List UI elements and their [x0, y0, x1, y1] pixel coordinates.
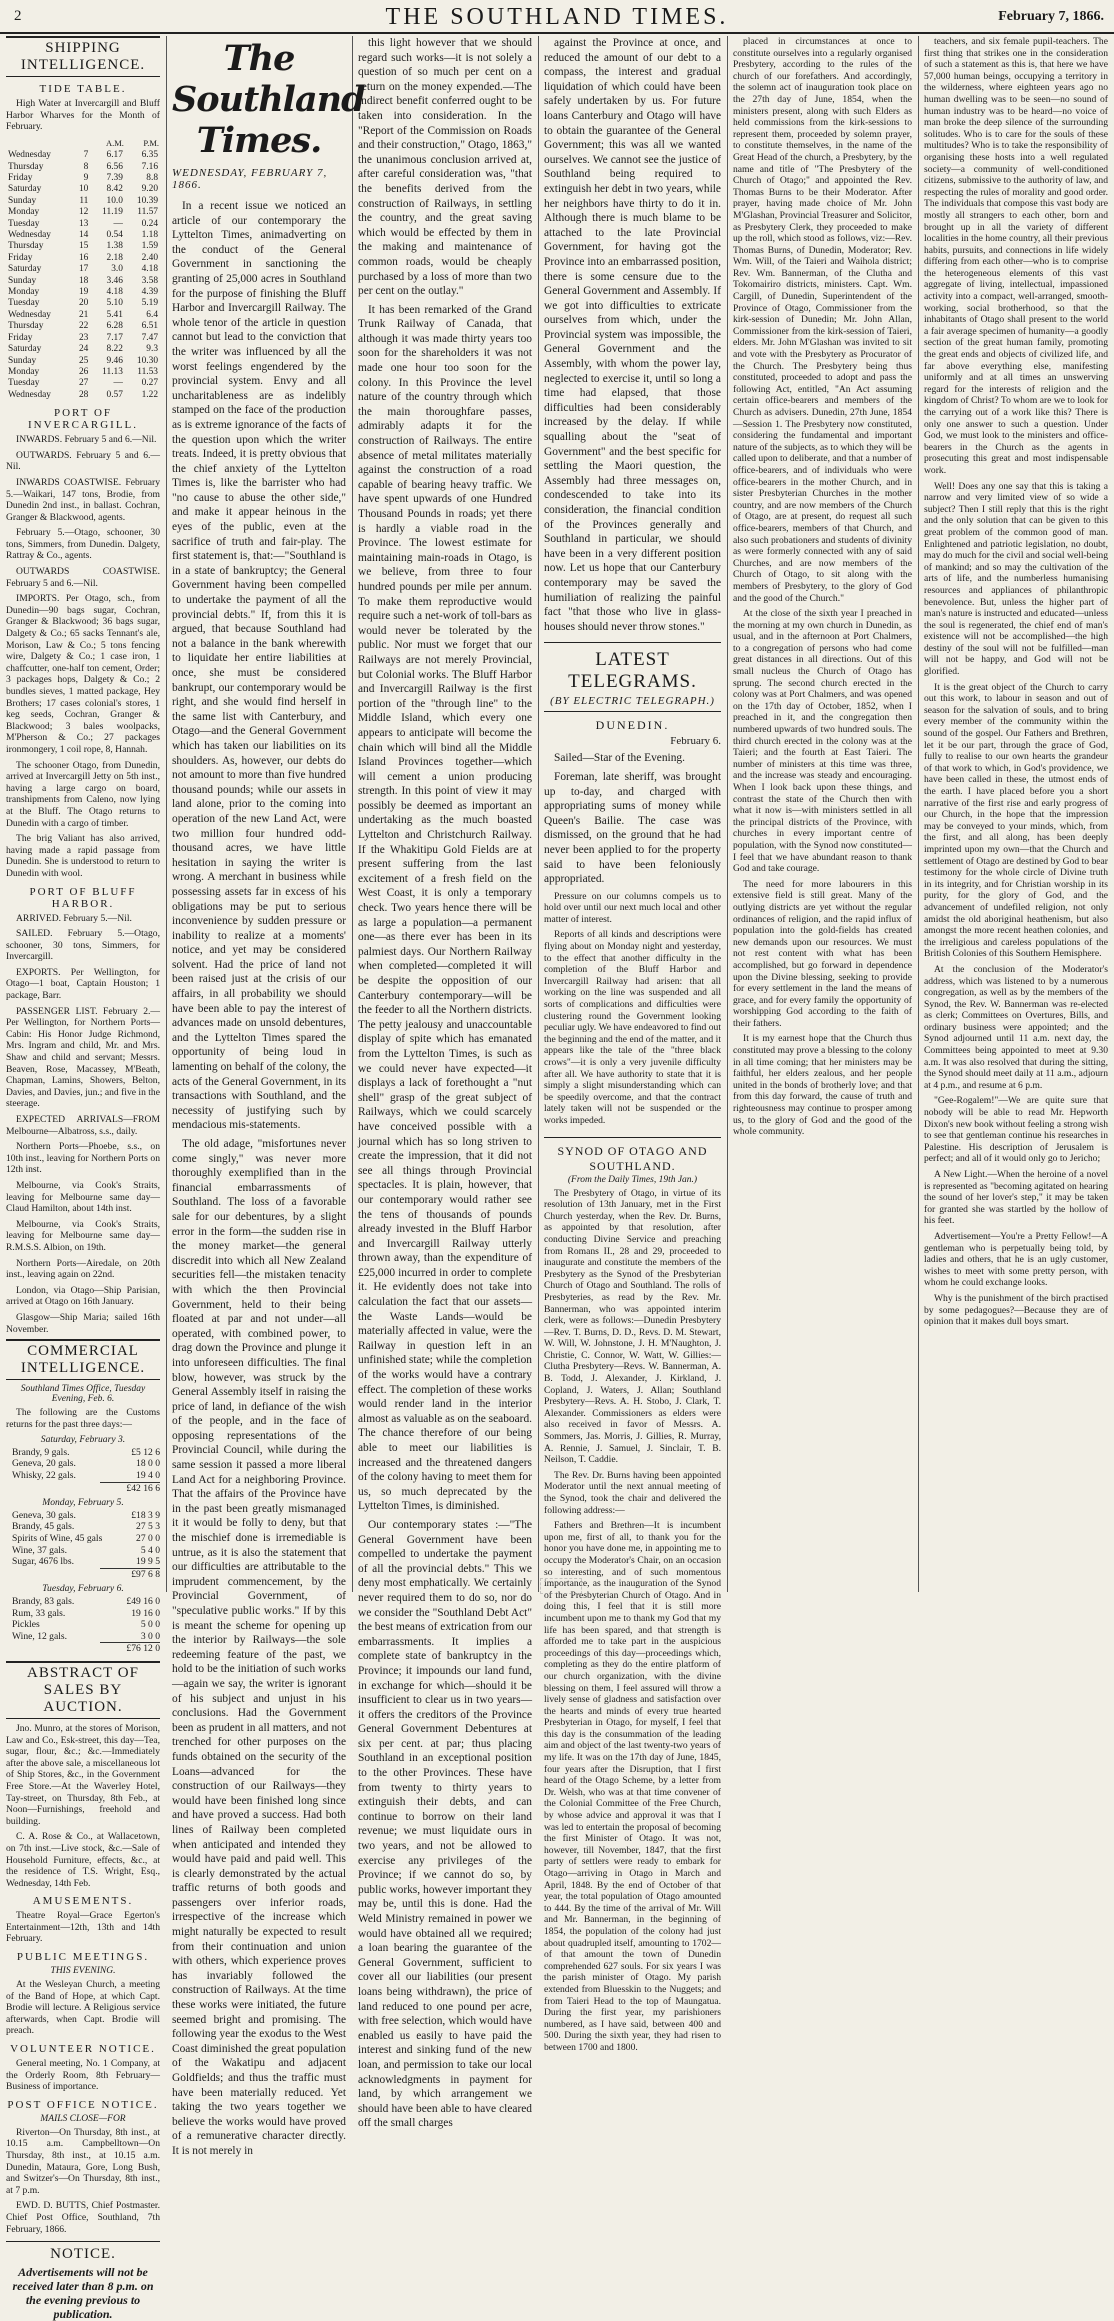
tide-cell: 10.30 [136, 355, 158, 366]
port-paragraph: SAILED. February 5.—Otago, schooner, 30 tons, Simmers, for Invercargill. [6, 928, 160, 963]
tide-cell: 11.13 [102, 366, 123, 377]
post-office-title: POST OFFICE NOTICE. [7, 2098, 159, 2111]
page-number: 2 [14, 8, 22, 24]
customs-amount: 5 4 0 [140, 1544, 160, 1556]
column-rule [538, 36, 539, 1592]
customs-row [6, 1447, 160, 1459]
column-rule [727, 36, 728, 1592]
customs-item: Brandy, 9 gals. [12, 1446, 70, 1458]
port-paragraph: IMPORTS. Per Otago, sch., from Dunedin—90 bags sugar, Cochran, Granger & Blackwood; 36 bags sugar, Dalgety & Co.; 65 sacks Tennant's ale, Morison, Law & Co.; 5 tons fencing wire, Dalgety & Co.; 1 case iron, 1 chaffcutter, one-half ton cement, Order; 3 packages hops, Dalgety & Co.; 2 bundles sieves, 1 matted package, Hey Brothers; 17 cases colonial's stores, 1 keg seeds, Cochran, Granger & Blackwood; 3 bales woolpacks, M'Pherson & Co.; 27 packages ironmongery, 1 coil rope, 8, Hannah. [6, 593, 160, 755]
tide-cell: 10.0 [106, 195, 123, 206]
tide-cell: Saturday [8, 264, 42, 275]
post-office-sub: MAILS CLOSE—FOR [40, 2113, 126, 2124]
editorial-paragraph: It has been remarked of the Grand Trunk Railway of Canada, that although it was made thirty years too soon for the shareholders it was not made one hour too soon for the colony. In this Province the level nature of the country through which the main thoroughfare passes, admirably adapts it for the construction of Railways. The entire absence of metal militates materially against the construction of a road capable of bearing heavy traffic. We have spent upwards of one Hundred Thousand Pounds in roads; yet there is hardly a viable road in the Province. The lowest estimate for maintaining main-roads in Otago, is we believe, from three to four hundred pounds per mile per annum. To make them reproductive would require such a net-work of toll-bars as would never be tolerated by the public. Nor must we forget that our Railways are not merely Provincial, but Colonial works. The Bluff Harbor and Invercargill Railway is the first portion of the "through line" to the Middle Island, which every one appears to anticipate will become the chain which will bind all the Middle Island Provinces together—which will cement a union producing strength. In this point of view it may possibly be deemed as important an undertaking as the much boasted Lyttelton and Christchurch Railway. If the Whakitipu Gold Fields are at present suffering from the last excitement of a fresh field on the West Coast, it is only a temporary check. Two years hence there will be as large a population—a permanent one—as there ever has been in its palmiest days. Our Northern Railway when completed—completed it will be despite the opposition of our Canterbury contemporary—will be the feeder to all the Northern districts. The petty jealousy and unaccountable display of spite which has emanated from the Lyttelton Times, is such as we could never have expected—it displays a lack of forethought a "nut shell" grasp of the great subject of Railways, which we could scarcely have conceived possible with a journal which has so long striven to create the impression, that it did not see all things through Provincial spectacles. It is plain, however, that our contemporary would rather see the tens of thousands of pounds already invested in the Bluff Harbor and Invercargill Railway utterly thrown away, than the expenditure of £25,000 incurred in order to complete it. He evidently does not take into calculation the fact that our assets—the Waste Lands—would be materially affected in value, were the Railway in question left in an unfinished state; while the completion of the works would have a contrary effect. The completion of these works would render land in the interior almost as valuable as on the seaboard. The chance therefore of our being able to meet our liabilities is increased and the threatened dangers of the colony having to meet them for us, so much deprecated by the Lyttelton Times, is diminished. [358, 303, 532, 1513]
customs-row [6, 1556, 160, 1568]
tide-cell: 28 [78, 389, 89, 400]
port-invercargill-title: PORT OF INVERCARGILL. [27, 407, 139, 432]
synod-paragraph: The Rev. Dr. Burns having been appointed Moderator until the next annual meeting of the Synod, took the chair and delivered the following address:— [544, 1469, 721, 1516]
volunteer-title: VOLUNTEER NOTICE. [10, 2043, 156, 2056]
customs-item: Wine, 12 gals. [12, 1630, 68, 1642]
customs-amount: £49 16 0 [126, 1596, 160, 1607]
column-2 [172, 36, 365, 2157]
synod-source: (From the Daily Times, 19th Jan.) [567, 1174, 698, 1185]
meetings-title: PUBLIC MEETINGS. [16, 1951, 150, 1964]
port-invercargill-body [6, 434, 160, 879]
port-paragraph: Northern Ports—Phoebe, s.s., on 10th inst., leaving for Northern Ports on 12th inst. [6, 1141, 160, 1176]
tide-cell: Tuesday [8, 378, 40, 389]
tide-cell: 23 [78, 332, 89, 343]
tide-table [6, 137, 160, 401]
tide-cell: Friday [8, 332, 33, 343]
tide-cell: 12 [78, 207, 89, 218]
customs-item: Spirits of Wine, 45 gals [12, 1533, 103, 1545]
port-bluff-body [6, 913, 160, 1336]
customs-row [6, 1470, 160, 1482]
synod-paragraph: At the close of the sixth year I preached in the morning at my own church in Dunedin, as usual, and in the afternoon at Port Chalmers, to a congregation of persons who had come great distances in all directions. Out of this small nucleus the Church of Otago has sprung. The second church erected in the colony was at Port Chalmers, and was opened on the 17th day of October, 1852, when I preached in it, and the congregation then numbered upwards of two hundred souls. The third church erected in the colony was at the Taieri; and the fourth at East Taieri. The number of ministers at this time was three, and the increase was steady and encouraging. When I look back upon these things, and contrast the state of the Church then with what it now is—with ministers settled in all the principal districts of the Province, with churches in every important centre of population, with the Synod now constituted—I feel that we have abundant reason to thank God and take courage. [733, 608, 912, 875]
tide-row [6, 196, 160, 207]
synod-paragraph: Well! Does any one say that this is taking a narrow and very limited view of so wide a subject? Then I still reply that this is the right and the only solution that can be given to this great problem of the common good of man. Enlightened and patriotic legislation, no doubt, may do much for the civil and social well-being of mankind; and so may the cultivation of the arts of life, and the numberless humanising resources and appliances of philanthropic benevolence. But, unless the higher part of man's nature is instructed and educated—unless the soul is regenerated, the chief end of man's existence will not be accomplished—the high destiny of the soul will not be fulfilled—man will not be happy, and God will not be glorified. [924, 480, 1108, 678]
column-rule [166, 36, 167, 1592]
tide-cell: Sunday [8, 195, 37, 206]
port-paragraph: EXPECTED ARRIVALS—FROM Melbourne—Albatross, s.s., daily. [6, 1114, 160, 1137]
tide-cell: 6.28 [106, 321, 123, 332]
column-6 [924, 36, 1108, 1592]
port-paragraph: INWARDS. February 5 and 6.—Nil. [16, 434, 157, 446]
miscellany-item: A New Light.—When the heroine of a novel is represented as "becoming agitated on hearing the sound of her lover's step," it may be taken for granted she was startled by the hollow of his feet. [924, 1169, 1108, 1227]
nameplate: The Southland Times. [172, 38, 365, 161]
customs-item: Wine, 37 gals. [12, 1544, 68, 1556]
tide-cell: 1.22 [141, 389, 158, 400]
tide-cell: 5.19 [141, 298, 158, 309]
tide-row [6, 333, 160, 344]
tide-cell: 22 [78, 321, 89, 332]
post-office-signature: EWD. D. BUTTS, Chief Postmaster. Chief Post Office, Southland, 7th February, 1866. [6, 2200, 160, 2235]
masthead [0, 0, 1114, 34]
customs-amount: 27 0 0 [136, 1533, 160, 1545]
customs-day: Saturday, February 3. [40, 1434, 126, 1446]
miscellany-item: "Gee-Rogalem!"—We are quite sure that nobody will be able to read Mr. Hepworth Dixon's new book without feeling a strong wish to see that gentleman continue his researches in Palestine. His description of Jerusalem is perfect; and all of it would only go to Jericho; [924, 1095, 1108, 1165]
tide-cell: 11 [79, 195, 89, 206]
editorial-paragraph: against the Province at once, and reduced the amount of our debt to a compass, the interest and gradual liquidation of which could have been safely undertaken by us. For future loans Canterbury and Otago will have to obtain the guarantee of the General Government; this was all we wanted ourselves. We cannot see the justice of Southland being required to extinguish her debt in two years, while her neighbors have thirty to do it in. Although there is much blame to be attached to the late Provincial Government, for having got the Province into an embarrassed position, there is some censure due to the General Government and Assembly. If we got into difficulties to extricate ourselves from which, under the Provincial system was impossible, the General Government and the Assembly, with whom the power lay, neglected to exercise it, until so long a time had elapsed, that those difficulties had been considerably increased by the delay. If while squalling about the "seat of Government" and the best specific for settling the Maori question, the Assembly had three messages on, condescended to take into its consideration, the financial condition of the Provinces generally and Southland in particular, we should have been in a very different position now. Let us hope that our Canterbury contemporary may be saved the humiliation of realizing the painful fact "that those who live in glass-houses should never throw stones." [544, 37, 721, 633]
local-note: Pressure on our columns compels us to hold over until our next much local and other matter of interest. [544, 890, 721, 925]
tide-cell: Friday [8, 173, 33, 183]
synod-paragraph: Fathers and Brethren—It is incumbent upon me, first of all, to thank you for the honor you have done me, in appointing me to occupy the Moderator's Chair, on an occasion so interesting, and of such momentous importance, as the inauguration of the Synod of the Presbyterian Church of Otago. And in doing this, I feel that it is still more incumbent upon me to thank my God that my life has been spared, and that strength is afforded me to take part in the auspicious proceedings of this day—proceedings which, completing as they do the entire platform of our church organization, with the divine blessing on them, I feel assured will throw a lively sense of gladness and satisfaction over the hearts and minds of every true hearted Presbyterian in Otago, for myself, I feel that this day is the consummation of the leading aim and object of the last twenty-two years of my life. It was on the 17th day of June, 1845, four years after the Disruption, that I first heard of the Otago Scheme, by a letter from Dr. Welsh, who was at that time convener of the Colonial Committee of the Free Church, by whose advice and approval it was that I was led to entertain the proposal of becoming the first Minister of Otago. It was not, however, till November, 1847, that the first party of settlers were ready to embark for Otago—arriving in Otago in March and April, 1848. By the end of October of that year, the total population of Otago amounted to 444. By the time of the arrival of Mr. Will and Mr. Bannerman, in the beginning of 1854, the population of the colony had just about quadrupled itself, amounting to 1702—of that amount the town of Dunedin comprehended 627 souls. For six years I was the parish minister of Otago. My parish extended from Bluesskin to the Nuggets; and from Taieri Head to the top of Maungatua. During the first year, my parishioners numbered, as I have said, between 400 and 500. During the sixth year, they had risen to between 1700 and 1800. [544, 1520, 721, 2053]
tide-row [6, 219, 160, 230]
tide-row [6, 310, 160, 321]
customs-total: £76 12 0 [100, 1642, 160, 1655]
tide-cell: 4.18 [106, 287, 123, 298]
issue-date: February 7, 1866. [998, 9, 1104, 24]
tide-cell: — [113, 378, 123, 389]
tide-row [6, 241, 160, 252]
customs-row [6, 1596, 160, 1608]
customs-returns [6, 1434, 160, 1655]
tide-cell: 11.53 [137, 366, 158, 377]
customs-day: Tuesday, February 6. [42, 1583, 124, 1595]
tide-cell: 8.8 [146, 173, 158, 183]
tide-cell: 9 [83, 173, 89, 183]
tide-cell: 11.57 [137, 207, 158, 218]
tide-cell: 8 [83, 161, 89, 172]
tide-cell: 10 [78, 184, 89, 195]
tide-cell: 5.10 [106, 298, 123, 309]
port-paragraph: OUTWARDS. February 5 and 6.—Nil. [6, 449, 160, 473]
local-note: Reports of all kinds and descriptions were flying about on Monday night and yesterday, to the effect that another difficulty in the completion of the Bluff Harbor and Invercargill Railway had arisen: that all working on the line was suspended and all sorts of complications and difficulties were clustering round the Government looking peculiar ugly. We have endeavored to find out the beginning and the end of the matter, and it appears like the tale of the "three black crows"—it is only a very juvenile difficulty after all. We have authority to state that it is simply a slight misunderstanding which can be speedily overcome, and that the contract lately taken will not be suspended or the works impeded. [544, 929, 721, 1126]
tide-cell: Saturday [8, 184, 42, 195]
editorial-dateline: WEDNESDAY, FEBRUARY 7, 1866. [172, 167, 328, 191]
tide-cell: — [113, 218, 123, 229]
tide-cell: 1.18 [141, 230, 158, 241]
tide-cell: 7 [83, 150, 89, 161]
tide-row [6, 390, 160, 401]
port-paragraph: Melbourne, via Cook's Straits, leaving for Melbourne same day—Claud Hamilton, about 14th inst. [6, 1179, 160, 1215]
amusements-title: AMUSEMENTS. [32, 1895, 134, 1908]
customs-row [6, 1545, 160, 1557]
tide-cell: 6.17 [106, 150, 123, 161]
customs-row [6, 1458, 160, 1470]
tide-cell: 11.19 [102, 207, 123, 218]
tide-row [6, 162, 160, 173]
customs-total: £97 6 8 [100, 1568, 160, 1581]
volunteer-text: General meeting, No. 1 Company, at the Orderly Room, 8th February—Business of importance. [6, 2058, 160, 2093]
tide-cell: 0.27 [141, 378, 158, 389]
port-paragraph: February 5.—Otago, schooner, 30 tons, Simmers, from Dunedin. Dalgety, Rattray & Co., agents. [6, 527, 160, 562]
tide-cell: 21 [78, 309, 89, 320]
editorial-paragraph: The old adage, "misfortunes never come singly," was never more thoroughly exemplified than in the financial embarrassments of Southland. The loss of a favorable sale for our debentures, by a slight error in the form—the sudden rise in the money market—the general discredit into which all New Zealand securities fell—the mistaken tenacity with which the then Provincial Government, held to their being floated at par and not under—all operated, with combined power, to drag down the Province and plunge it into unforeseen difficulties. The final blow, however, was struck by the General Assembly itself in raising the price of land, in defiance of the wish of the people, and in the face of opposing representations of the Provincial Council, while during the same session it passed a more liberal Land Act for a neighboring Province. That the affairs of the Province have in the past been greatly mismanaged it it would be folly to deny, but that the mischief done is irremediable is untrue, as it is also the statement that our difficulties are attributable to the imprudent commencement, by the Provincial Government, of "speculative public works." If by this is meant the scheme for opening up the interior by Railways—the sole redeeming feature of the past, we hold to be the initiation of such works—again we say, the writer is ignorant of his subject and unjust in his conclusions. Had the Government been as prudent in all matters, and not trenched for other purposes on the funds obtained on the security of the Loans—advanced for the construction of our Railways—they would have been finished long since and have proved a success. Had both lines of Railway been completed when anticipated and intended they would have paid and paid well. This is clearly demonstrated by the actual traffic returns of both goods and passengers over inferior roads, irrespective of the increase which might naturally be expected to result from their continuation and union with others, which experience proves has invariably followed the construction of Railways. At the time these works were initiated, the future seemed bright and promising. The following year the exodus to the West Coast diminished the great population of the Wakatipu and adjacent Goldfields; and thus the traffic must have been materially reduced. Yet taking the two years together we believe the works would have proved of a remunerative character directly. It is not merely in [172, 1138, 346, 2157]
commercial-heading: COMMERCIAL INTELLIGENCE. [6, 1339, 160, 1380]
customs-amount: 5 0 0 [140, 1619, 160, 1631]
tide-cell: 26 [78, 366, 89, 377]
tide-cell: 0.57 [106, 389, 123, 400]
customs-row [6, 1619, 160, 1631]
auction-body [6, 1723, 160, 1889]
tide-cell: 5.41 [106, 309, 123, 320]
port-paragraph: Melbourne, via Cook's Straits, leaving for Melbourne same day—R.M.S.S. Albion, on 19th. [6, 1218, 160, 1253]
tide-cell: Tuesday [8, 298, 40, 309]
tide-cell: 27 [78, 378, 89, 389]
telegram-paragraph: Sailed—Star of the Evening. [554, 752, 685, 765]
tide-cell: 9.3 [146, 344, 158, 355]
column-1 [6, 36, 160, 2321]
notice-title: NOTICE. [6, 2241, 160, 2263]
post-office-text: Riverton—On Thursday, 8th inst., at 10.15 a.m. Campbelltown—On Thursday, 8th inst., at 10.15 a.m. Dunedin, Mataura, Gore, Long Bush, and Switzer's—On Thursday, 8th inst., at 7 p.m. [6, 2126, 160, 2196]
port-paragraph: Glasgow—Ship Maria; sailed 16th November. [6, 1311, 160, 1335]
tide-cell: Sunday [8, 275, 37, 286]
customs-item: Rum, 33 gals. [12, 1607, 66, 1619]
tide-cell: Wednesday [8, 150, 51, 161]
tide-cell: Monday [8, 287, 40, 298]
synod-paragraph: At the conclusion of the Moderator's address, which was listened to by a numerous congregation, as well as by the members of the Synod, the Rev. W. Bannerman was re-elected as clerk; Committees on Overtures, Bills, and ordinary business were appointed; and the Synod adjourned until 11 a.m. next day, the Committees being appointed to meet at 9.30 a.m. It was also resolved that during the sitting, the Synod should meet daily at 11 a.m., adjourn at 4 p.m., and resume at 6 p.m. [924, 963, 1108, 1091]
tide-row [6, 344, 160, 355]
port-paragraph: PASSENGER LIST. February 2.—Per Wellington, for Northern Ports—Cabin: His Honor Judge Richmond, Mrs. Ingram and child, Mr. and Mrs. Shaw and child and servant; Messrs. Beaven, Rose, Macassey, M'Beath, Chapman, Lamins, Showers, Belton, Davies, and Davies, jun.; and five in the steerage. [6, 1005, 160, 1110]
miscellany-item: Advertisement—You're a Pretty Fellow!—A gentleman who is perpetually being told, by ladies and others, that he is an ugly customer, wishes to meet with some pretty person, with whom he could exchange looks. [924, 1230, 1108, 1289]
customs-amount: £5 12 6 [131, 1446, 160, 1458]
telegram-place: DUNEDIN. [595, 718, 670, 733]
tide-row [6, 253, 160, 264]
tide-cell: 6.4 [146, 309, 158, 320]
customs-amount: 3 0 0 [140, 1630, 160, 1642]
customs-item: Geneva, 30 gals. [12, 1509, 76, 1521]
customs-item: Whisky, 22 gals. [12, 1470, 76, 1482]
customs-total: £42 16 6 [100, 1482, 160, 1495]
tide-cell: 1.59 [141, 241, 158, 252]
tide-cell: Wednesday [8, 230, 51, 241]
tide-row [6, 173, 160, 184]
tide-cell: 8.22 [106, 344, 123, 355]
auction-heading: ABSTRACT OF SALES BY AUCTION. [6, 1661, 160, 1719]
tide-cell: 2.18 [106, 252, 123, 263]
tide-row [6, 276, 160, 287]
shipping-heading: SHIPPING INTELLIGENCE. [6, 36, 160, 77]
synod-paragraph: placed in circumstances at once to constitute ourselves into a regularly organised Presbytery, according to the rules of the church of our forefathers. And accordingly, the solemn act of inauguration took place on the 27th day of June, 1854, when the ministers present, along with such Elders as held commissions from the kirk-sessions to represent them, proceeded by solemn prayer, to constitute themselves, in the name of the Great Head of the church, a Presbytery, by the name and title of "The Presbytery of the Church of Otago;" and appointed the Rev. Thomas Burns to be their Moderator. After prayer, having made choice of Mr. John M'Glashan, Provincial Treasurer and Solicitor, as Presbytery Clerk, they proceeded to make up the roll, which stood as follows, viz:—Rev. Thomas Burns, of Dunedin, Moderator; Rev. Wm. Will, of the Taieri and Waihola district; Rev. Wm. Bannerman, of the Clutha and Tokomairiro districts, ministers. Capt. Wm. Cargill, of Dunedin, Superintendent of the Province of Otago, Commissioner from the kirk-session of Dunedin; Mr. John Allan, Commissioner from the kirk-session of Taieri, elders. Mr. John M'Glashan was invited to sit and vote with the Presbytery as Procurator of the Church. The Presbytery being thus constituted, proceeded to adopt and pass the following Act, entitled, "An Act assuming certain office-bearers and members of the Church as advisers. Dunedin, 27th June, 1854—Session 1. The Presbytery now constituted, considering the fundamental and important nature of the subjects, as to which they will be called upon to deliberate, and that a number of office-bearers, and of individuals who were office-bearers in the mother Church, and in sister Presbyterian Churches in the mother country, and are now members of the Church of Otago, are at present, do request all such office-bearers, members of that Church, and also such probationers and students of divinity as were formerly connected with any of said Churches, and are now members of the Church of Otago, to sit along with the members of Presbytery, to the glory of God and the good of the Church." [733, 36, 912, 604]
port-paragraph: EXPORTS. Per Wellington, for Otago—1 boat, Captain Houston; 1 package, Barr. [6, 966, 160, 1002]
customs-row [6, 1533, 160, 1545]
port-bluff-title: PORT OF BLUFF HARBOR. [29, 885, 137, 910]
newspaper-title: THE SOUTHLAND TIMES. [385, 4, 729, 30]
tide-cell: 3.0 [111, 264, 123, 275]
customs-row [6, 1510, 160, 1522]
tide-cell: 24 [78, 344, 89, 355]
tide-cell: Wednesday [8, 389, 51, 400]
tide-cell: 6.35 [141, 150, 158, 161]
tide-cell: 6.56 [106, 161, 123, 172]
synod-paragraph: The Presbytery of Otago, in virtue of its resolution of 13th January, met in the First Church yesterday, when the Rev. Dr. Burns, as appointed by that resolution, after conducting Divine Service and preaching from Romans II., 28 and 29, proceeded to inaugurate and constitute the members of the Presbytery as the Synod of the Presbyterian Church of Otago and Southland. The rolls of Presbyteries, as read by the Rev. Mr. Bannerman, who was appointed interim clerk, were as follows:—Dunedin Presbytery—Rev. T. Burns, D. D., Revs. D. M. Stewart, W. Will, W. Johnstone, J. H. M'Naughton, J. Christie, C. Connor, W. Watt, W. Gillies:—Clutha Presbytery—Revs. W. Bannerman, A. B. Todd, J. Alexander, J. Kirkland, J. Copland, J. Waters, J. Allan; Southland Presbytery—Revs. A. H. Stobo, J. Clark, T. Alexander. Commissioners as elders were also received in favor of Messrs. A. Sommers, Jas. Morris, J. Gillies, R. Murray, A. Rennie, J. Samuel, J. Sinclair, T. B. Neilson, T. Caddie. [544, 1187, 721, 1466]
column-rule [352, 36, 353, 1592]
tide-cell: 25 [78, 355, 89, 366]
column-3 [358, 36, 532, 2130]
tide-row [6, 356, 160, 367]
synod-heading: SYNOD OF OTAGO AND SOUTHLAND. [544, 1137, 721, 1174]
customs-amount: 19 16 0 [131, 1607, 160, 1619]
notice-text: Advertisements will not be received later than 8 p.m. on the evening previous to publication. [12, 2265, 154, 2321]
tide-cell: 7.17 [106, 332, 123, 343]
customs-amount: 18 0 0 [136, 1458, 160, 1470]
tide-row [6, 184, 160, 195]
column-5 [733, 36, 912, 1592]
tide-cell: Thursday [8, 161, 44, 172]
tide-cell: 17 [78, 264, 89, 275]
meetings-text: At the Wesleyan Church, a meeting of the Band of Hope, at which Capt. Brodie will lecture. A Religious service afterwards, when Capt. Brodie will preach. [6, 1979, 160, 2037]
tide-cell: 7.47 [141, 332, 158, 343]
tide-cell: Tuesday [8, 218, 40, 229]
tide-cell: 6.51 [141, 321, 158, 332]
tide-cell: Saturday [8, 344, 42, 355]
tide-cell: 14 [78, 230, 89, 241]
customs-row [6, 1608, 160, 1620]
customs-row [6, 1521, 160, 1533]
tide-cell: 1.38 [106, 241, 123, 252]
tide-cell: 9.46 [106, 355, 123, 366]
commercial-office: Southland Times Office, Tuesday Evening, Feb. 6. [20, 1384, 146, 1405]
tide-cell: 15 [78, 241, 89, 252]
column-rule [918, 36, 919, 1592]
tide-row [6, 378, 160, 389]
meetings-sub: THIS EVENING. [50, 1966, 116, 1977]
synod-paragraph: The need for more labourers in this extensive field is still great. Many of the outlying districts are yet without the regular ordinances of religion, and the rapid influx of population into the gold-fields has created new demands upon our resources. We must not rest content with what has been accomplished, but go forward in dependence upon the Divine blessing, seeking to provide for every settlement in the land the means of grace, and for every family the opportunity of worshipping God according to the faith of their fathers. [733, 878, 912, 1029]
tide-row [6, 321, 160, 332]
port-paragraph: ARRIVED. February 5.—Nil. [16, 912, 132, 924]
tide-cell: 9.20 [141, 184, 158, 195]
tide-row [6, 367, 160, 378]
tide-row [6, 230, 160, 241]
editorial-paragraph: this light however that we should regard such works—it is not solely a question of so much per cent on a return on the money expended.—The indirect benefit conferred ought to be taken into consideration. In the "Report of the Commission on Roads and their construction," Otago, 1863," the unanimous conclusion arrived at, after careful consideration was, "that the benefits derived from the construction of Railways, in settling the country, and the great saving which would be effected by them in the making and maintenance of common roads, would be cheaply purchased by a loss of more than two per cent on the outlay." [358, 37, 532, 298]
telegram-date: February 6. [670, 735, 721, 748]
tide-table-title: TIDE TABLE. [39, 83, 127, 95]
tide-row [6, 264, 160, 275]
tide-row [6, 207, 160, 218]
port-paragraph: The brig Valiant has also arrived, having made a rapid passage from Dunedin. She is understood to return to Dunedin with wool. [6, 833, 160, 879]
tide-cell: Sunday [8, 355, 37, 366]
tide-cell: 2.40 [141, 252, 158, 263]
customs-item: Sugar, 4676 lbs. [12, 1556, 74, 1568]
tide-cell: Thursday [8, 241, 44, 252]
tide-cell: Wednesday [8, 309, 51, 320]
tide-cell: Monday [8, 207, 40, 218]
customs-day: Monday, February 5. [42, 1497, 124, 1509]
tide-cell: 7.39 [106, 173, 123, 183]
tide-cell: Monday [8, 366, 40, 377]
customs-amount: 27 5 3 [136, 1521, 160, 1533]
tide-cell: 20 [78, 298, 89, 309]
editorial-paragraph: In a recent issue we noticed an article of our contemporary the Lyttelton Times, animadverting on the conduct of the General Government in sanctioning the granting of 25,000 acres in Southland for the purpose of finishing the Bluff Harbor and Invercargill Railway. The whole tenor of the article in question cannot but lead to the conviction that the writer was influenced by all the worst feelings engendered by the provincial system. Envy and all uncharitableness are as indelibly stamped on the face of the production as is extreme ignorance of the facts of the question upon which the writer treats. Indeed, it is pretty obvious that the chief anxiety of the Lyttelton Times is, like the barrister who had "no cause to abuse the other side," and make it appear heinous in the eyes of the public, even at the sacrifice of truth and fair-play. The first statement is, that:—"Southland is in a state of bankruptcy; the General Government having been compelled to undertake the payment of all the provincial debts." If, from this it is argued, that because Southland had not a balance in the bank wherewith to liquidate her entire liabilities at once, she must be considered bankrupt, our contemporary would be right, and she would find herself in the same list with Canterbury, and Otago—and the General Government which has taken our liabilities on its shoulders. As, however, our debts do not amount to more than five hundred thousand pounds; while our assets in land alone, prior to the coming into operation of the new Land Act, were two million four hundred odd-thousand acres, we have little hesitation in saying the writer is wrong. A merchant in business while possessing assets far in excess of his obligations may be put to serious inconvenience by sudden pressure or inability to realize at a moments' notice, and yet may be considered solvent. Had the price of land not been raised just at the crisis of our affairs, in all probability we should have been able to pay the interest of advances made on unsold debentures, and the Lyttelton Times spared the opportunity of being loud in lamenting on behalf of the colony, the acts of the General Government, in its transactions with Southland, and the necessity of justifying such by mendacious mis-statements. [172, 200, 346, 1132]
tide-am-header: A.M. [105, 137, 124, 148]
telegrams-subheading: (BY ELECTRIC TELEGRAPH.) [544, 695, 721, 712]
port-paragraph: OUTWARDS COASTWISE. February 5 and 6.—Nil. [6, 566, 160, 589]
library-stamp [540, 1578, 582, 1594]
tide-note: High Water at Invercargill and Bluff Harbor Wharves for the Month of February. [6, 98, 160, 133]
port-paragraph: London, via Otago—Ship Parisian, arrived at Otago on 16th January. [6, 1284, 160, 1308]
tide-cell: 0.54 [106, 230, 123, 241]
auction-paragraph: C. A. Rose & Co., at Wallacetown, on 7th inst.—Live stock, &c.—Sale of Household Furniture, effects, &c., at the residence of T.S. Wright, Esq., Wednesday, 14th Feb. [6, 1831, 160, 1889]
tide-cell: 10.39 [136, 195, 158, 206]
customs-item: Geneva, 20 gals. [12, 1458, 76, 1470]
tide-cell: Friday [8, 252, 33, 263]
synod-paragraph: It is my earnest hope that the Church thus constituted may prove a blessing to the colony in all time coming; that her ministers may be faithful, her elders zealous, and her people united in the bonds of brotherly love; and that from this day forward, the cause of truth and righteousness may continue to prosper among us, to the glory of God and the good of the whole community. [733, 1033, 912, 1138]
port-paragraph: INWARDS COASTWISE. February 5.—Waikari, 147 tons, Brodie, from Dunedin 2nd inst., in ballast. Cochran, Granger & Blackwood, agents. [6, 476, 160, 523]
telegrams-heading: LATEST TELEGRAMS. [544, 642, 721, 693]
column-4 [544, 36, 721, 2053]
tide-cell: 19 [78, 287, 89, 298]
customs-item: Brandy, 45 gals. [12, 1521, 75, 1533]
tide-cell: 4.39 [141, 287, 158, 298]
tide-cell: 13 [78, 218, 89, 229]
auction-paragraph: Jno. Munro, at the stores of Morison, Law and Co., Esk-street, this day—Tea, sugar, flour, &c.; &c.—Immediately after the above sale, a miscellaneous lot of Ship Stores, &c., in the Government Free Store.—At the Waverley Hotel, Tay-street, on Thursday, 8th Feb., at Noon—Furnishings, freehold and building. [6, 1722, 160, 1827]
telegram-paragraph: Foreman, late sheriff, was brought up to-day, and charged with appropriating sums of money while Queen's Bailie. The case was dismissed, on the ground that he had never been applied to for the property said to have been feloniously appropriated. [544, 770, 721, 886]
tide-cell: 4.18 [141, 264, 158, 275]
customs-row [6, 1631, 160, 1643]
tide-row [6, 298, 160, 309]
tide-row [6, 150, 160, 161]
amusements-text: Theatre Royal—Grace Egerton's Entertainment—12th, 13th and 14th February. [6, 1910, 160, 1945]
tide-cell: 18 [78, 275, 89, 286]
port-paragraph: The schooner Otago, from Dunedin, arrived at Invercargill Jetty on 5th inst., having a large cargo on board, transhipments from Caleno, now lying at the Bluff. The Otago returns to Dunedin with a cargo of timber. [6, 759, 160, 829]
tide-cell: 8.42 [106, 184, 123, 195]
tide-cell: Thursday [8, 321, 44, 332]
tide-cell: 16 [78, 252, 89, 263]
customs-amount: 19 9 5 [136, 1556, 160, 1568]
editorial-paragraph: Our contemporary states :—"The General Government have been compelled to undertake the payment of all the provincial debts." This we deny most emphatically. We certainly never required them to do so, nor do we consider the "Southland Debt Act" the best means of extrication from our embarrassments. It implies a complete state of bankruptcy in the Province; it impounds our land fund, in exchange for which—should it be insufficient to clear us in two years—it offers the creditors of the Province General Government Debentures at six per cent. at par; thus placing Southland in an exceptional position to the other Provinces. These have from twenty to thirty years to extinguish their debts, and can continue to borrow on their land revenue; we must liquidate ours in two years, and not be allowed to exercise any privileges of the Province; if we cannot do so, by public works, however important they may be, until this is done. Had the Weld Ministry remained in power we would have obtained all we required; a loan bearing the guarantee of the General Government, sufficient to cover all our liabilities (our present loans being withdrawn), the price of land reduced to one pound per acre, with free selection, which would have enabled us easily to have paid the interest and sinking fund of the new loan, and permission to take our local acknowledgments in payment for land, by which arrangement we should have been able to have cleared off the small charges [358, 1518, 532, 2130]
customs-item: Brandy, 83 gals. [12, 1596, 75, 1607]
customs-amount: 19 4 0 [136, 1470, 160, 1482]
customs-amount: £18 3 9 [131, 1509, 160, 1521]
commercial-intro: The following are the Customs returns for the past three days:— [6, 1407, 160, 1430]
miscellany-item: Why is the punishment of the birch practised by some pedagogues?—Because they are of opinion that it makes dull boys smart. [924, 1292, 1108, 1328]
synod-paragraph: teachers, and six female pupil-teachers. The first thing that strikes one in the consideration of such a statement as this is, that here we have 57,000 human beings, occupying a territory in the wilderness, where eighteen years ago no human dwelling was to be seen—no sound of human industry was to be heard—no voice of man broke the deep silence of the surrounding solitudes. Who is to care for the souls of these multitudes? Who is to take the responsibility of organising these hosts into a well regulated society—a community of well-conditioned citizens, submissive to the authority of law, and respecting the rules of morality and good order. The individuals that compose this vast body are mostly all strangers to each other, born and brought up in all the variety of different localities in the home country, all their previous habits, pursuits, and connections in life widely differing from each other—who is to comprise the heterogeneous elements of this vast aggregate of living, intellectual, impassioned activity into a compact, well-arranged, smooth-working, social brotherhood, so that the inhabitants of Otago shall present to the world a fair average specimen of humanity—a goodly section of the great human family, promoting the great ends and objects of civilized life, and far above everything else, manifesting uniformly and at all times an unswerving regard for the interests of religion and the kingdom of Christ? To whom are we to look for the carrying out of a work like this? There is only one answer to such a question. Under God, we must look to the ministers and office-bearers in the Church as the agents in prosecuting this great and most indispensable work. [924, 36, 1108, 476]
tide-pm-header: P.M. [143, 137, 159, 148]
customs-item: Pickles [12, 1619, 40, 1631]
synod-paragraph: It is the great object of the Church to carry out this work, to labour in season and out of season for the salvation of souls, and to bring every member of the community within the sound of the gospel. Our Fathers and Brethren, let it be our part, through the grace of God, fully to realise to our own hearts the grandeur of that work to which, in God's providence, we have been called in these, the utmost ends of the earth. I have placed before you a short narrative of the first rise and early progress of our Church, in the hope that the impression may be conveyed to your minds, which, from the first, and all along, has been deeply imprinted upon my own—that the Church and settlement of Otago are destined by God to bear testimony for the whole circle of Divine truth in its integrity, and for Christian worship in its purity, for the glory of God, and the advancement of undefiled religion, not only amidst the old aboriginal heathenism, but also amongst the more recent heathen colonies, and the irreligious and careless populations of the British Colonies of this Southern Hemisphere. [924, 681, 1108, 960]
tide-cell: 7.16 [141, 161, 158, 172]
tide-cell: 3.46 [106, 275, 123, 286]
tide-cell: 0.24 [141, 218, 158, 229]
port-paragraph: Northern Ports—Airedale, on 20th inst., leaving again on 22nd. [6, 1257, 160, 1281]
tide-cell: 3.58 [141, 275, 158, 286]
tide-row [6, 287, 160, 298]
